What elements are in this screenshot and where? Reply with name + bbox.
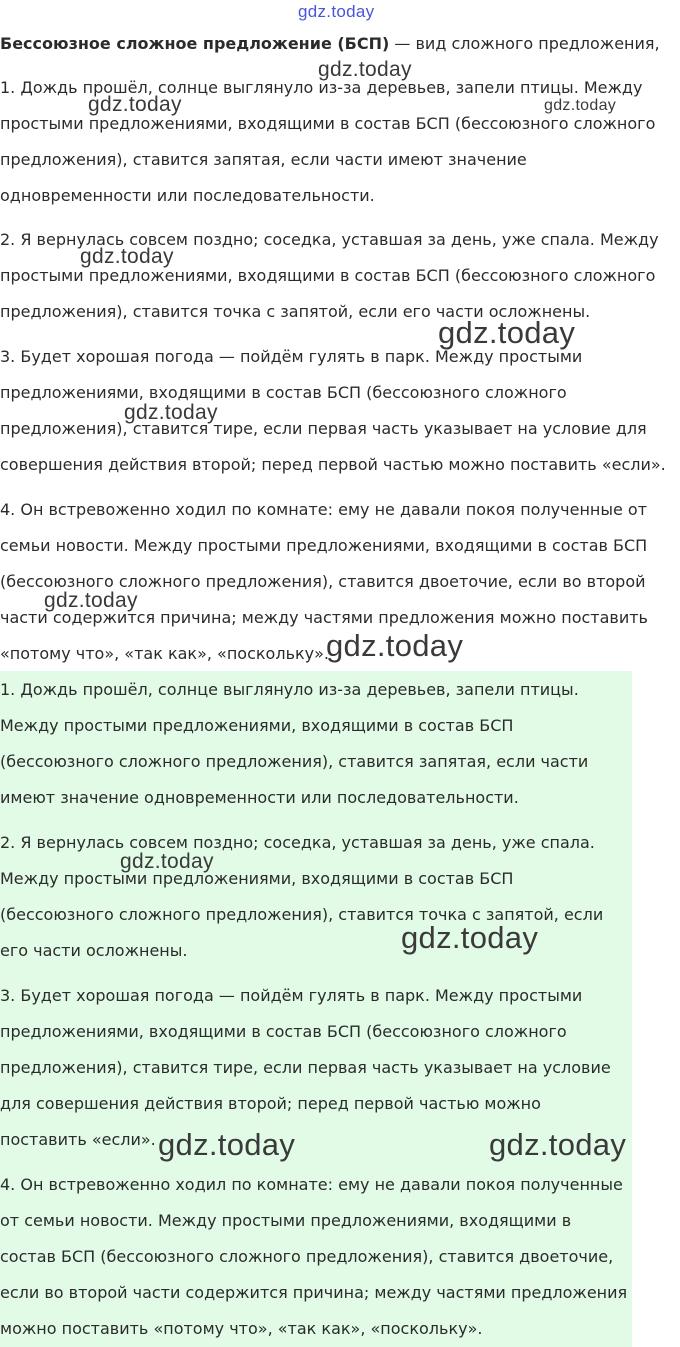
task-item-1: 1. Дождь прошёл, солнце выглянуло из-за деревьев, запели птицы. Между простыми предложениями, входящими в состав БСП (бессоюзного сложного предложения), ставится запятая, если части имеют значение одновременности или последовательности.	[0, 78, 656, 205]
task-item-2: 2. Я вернулась совсем поздно; соседка, уставшая за день, уже спала. Между простыми предложениями, входящими в состав БСП (бессоюзного сложного предложения), ставится точка с запятой, если его части осложнены.	[0, 230, 659, 321]
watermark: gdz.today	[120, 850, 214, 873]
intro-term: Бессоюзное сложное предложение (БСП)	[0, 34, 390, 53]
watermark: gdz.today	[326, 628, 464, 663]
watermark: gdz.today	[544, 97, 617, 114]
answer-item-1: 1. Дождь прошёл, солнце выглянуло из-за деревьев, запели птицы. Между простыми предложениями, входящими в состав БСП (бессоюзного сложного предложения), ставится запятая, если части имеют значение одновременности или последовательности.	[0, 680, 589, 807]
intro-definition	[0, 26, 672, 62]
task-item-3: 3. Будет хорошая погода — пойдём гулять в парк. Между простыми предложениями, входящими в состав БСП (бессоюзного сложного предложения), ставится тире, если первая часть указывает на условие для совершения действия второй; перед первой частью можно поставить «если».	[0, 347, 666, 474]
watermark: gdz.today	[401, 920, 539, 955]
watermark: gdz.today	[88, 93, 182, 116]
answer-item-4: 4. Он встревоженно ходил по комнате: ему не давали покоя полученные от семьи новости. Между простыми предложениями, входящими в состав БСП (бессоюзного сложного предложения), ставится двоеточие, если во второй части содержится причина; между частями предложения можно поставить «потому что», «так как», «поскольку».	[0, 1175, 628, 1338]
task-item-4: 4. Он встревоженно ходил по комнате: ему не давали покоя полученные от семьи новости. Между простыми предложениями, входящими в состав БСП (бессоюзного сложного предложения), ставится двоеточие, если во второй части содержится причина; между частями предложения можно поставить «потому что», «так как», «поскольку».	[0, 500, 648, 663]
watermark: gdz.today	[438, 315, 576, 350]
watermark: gdz.today	[44, 589, 138, 612]
intro-rest: — вид сложного предложения,	[389, 34, 660, 53]
watermark: gdz.today	[318, 58, 412, 81]
watermark: gdz.today	[124, 401, 218, 424]
site-link[interactable]: gdz.today	[298, 2, 375, 21]
watermark: gdz.today	[489, 1127, 627, 1162]
watermark: gdz.today	[80, 245, 174, 268]
answer-item-3: 3. Будет хорошая погода — пойдём гулять в парк. Между простыми предложениями, входящими в состав БСП (бессоюзного сложного предложения), ставится тире, если первая часть указывает на условие для совершения действия второй; перед первой частью можно поставить «если».	[0, 986, 611, 1149]
answer-item-2: 2. Я вернулась совсем поздно; соседка, уставшая за день, уже спала. Между простыми предложениями, входящими в состав БСП (бессоюзного сложного предложения), ставится точка с запятой, если его части осложнены.	[0, 833, 604, 960]
watermark: gdz.today	[158, 1127, 296, 1162]
